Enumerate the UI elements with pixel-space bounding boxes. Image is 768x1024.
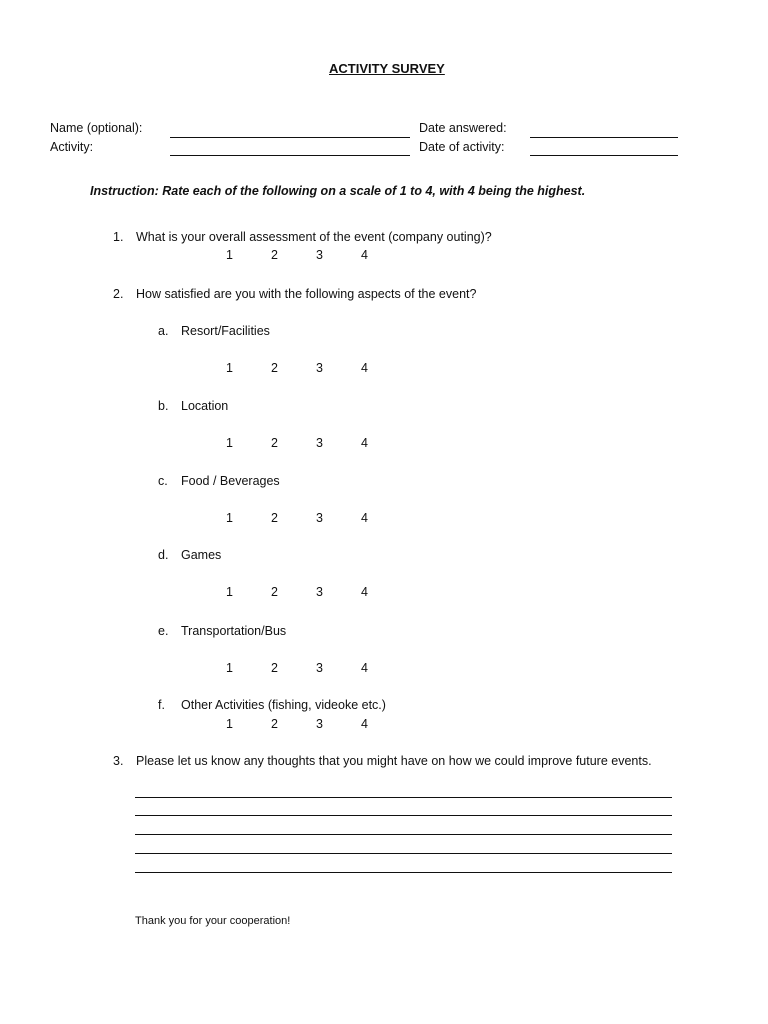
question-3-number: 3. <box>113 754 124 768</box>
rating-option-3[interactable]: 3 <box>316 585 323 599</box>
item-c-letter: c. <box>158 474 168 488</box>
rating-option-3[interactable]: 3 <box>316 248 323 262</box>
answer-line[interactable] <box>135 797 672 798</box>
item-f-label: Other Activities (fishing, videoke etc.) <box>181 698 386 712</box>
question-1-number: 1. <box>113 230 124 244</box>
page-title: ACTIVITY SURVEY <box>329 61 445 76</box>
date-answered-field[interactable] <box>530 137 678 138</box>
rating-option-4[interactable]: 4 <box>361 717 368 731</box>
date-of-activity-field[interactable] <box>530 155 678 156</box>
item-e-label: Transportation/Bus <box>181 624 287 638</box>
rating-option-4[interactable]: 4 <box>361 661 368 675</box>
rating-option-4[interactable]: 4 <box>361 248 368 262</box>
rating-option-1[interactable]: 1 <box>226 511 233 525</box>
item-e-letter: e. <box>158 624 169 638</box>
item-b-label: Location <box>181 399 229 413</box>
rating-option-4[interactable]: 4 <box>361 361 368 375</box>
item-d-letter: d. <box>158 548 169 562</box>
answer-line[interactable] <box>135 834 672 835</box>
rating-option-3[interactable]: 3 <box>316 717 323 731</box>
item-d-label: Games <box>181 548 222 562</box>
rating-option-1[interactable]: 1 <box>226 361 233 375</box>
rating-option-1[interactable]: 1 <box>226 661 233 675</box>
rating-option-3[interactable]: 3 <box>316 661 323 675</box>
rating-option-4[interactable]: 4 <box>361 436 368 450</box>
question-1-text: What is your overall assessment of the event (company outing)? <box>136 230 492 244</box>
question-3-text: Please let us know any thoughts that you might have on how we could improve future events. <box>136 754 652 768</box>
rating-option-4[interactable]: 4 <box>361 511 368 525</box>
rating-option-4[interactable]: 4 <box>361 585 368 599</box>
activity-label: Activity: <box>50 140 94 154</box>
activity-field[interactable] <box>170 155 410 156</box>
rating-option-2[interactable]: 2 <box>271 436 278 450</box>
item-c-label: Food / Beverages <box>181 474 280 488</box>
item-a-label: Resort/Facilities <box>181 324 270 338</box>
rating-option-2[interactable]: 2 <box>271 661 278 675</box>
question-2-text: How satisfied are you with the following aspects of the event? <box>136 287 477 301</box>
name-field[interactable] <box>170 137 410 138</box>
item-f-letter: f. <box>158 698 165 712</box>
item-b-letter: b. <box>158 399 169 413</box>
rating-option-2[interactable]: 2 <box>271 585 278 599</box>
rating-option-1[interactable]: 1 <box>226 436 233 450</box>
answer-line[interactable] <box>135 872 672 873</box>
instruction-text: Instruction: Rate each of the following on a scale of 1 to 4, with 4 being the highest. <box>90 184 586 198</box>
thank-you-note: Thank you for your cooperation! <box>135 915 291 927</box>
rating-option-2[interactable]: 2 <box>271 361 278 375</box>
item-a-letter: a. <box>158 324 169 338</box>
rating-option-3[interactable]: 3 <box>316 436 323 450</box>
rating-option-2[interactable]: 2 <box>271 717 278 731</box>
rating-option-3[interactable]: 3 <box>316 511 323 525</box>
rating-option-1[interactable]: 1 <box>226 585 233 599</box>
rating-option-1[interactable]: 1 <box>226 248 233 262</box>
rating-option-3[interactable]: 3 <box>316 361 323 375</box>
date-answered-label: Date answered: <box>419 121 507 135</box>
rating-option-2[interactable]: 2 <box>271 511 278 525</box>
rating-option-1[interactable]: 1 <box>226 717 233 731</box>
rating-option-2[interactable]: 2 <box>271 248 278 262</box>
answer-line[interactable] <box>135 815 672 816</box>
date-of-activity-label: Date of activity: <box>419 140 505 154</box>
question-2-number: 2. <box>113 287 124 301</box>
name-label: Name (optional): <box>50 121 143 135</box>
answer-line[interactable] <box>135 853 672 854</box>
